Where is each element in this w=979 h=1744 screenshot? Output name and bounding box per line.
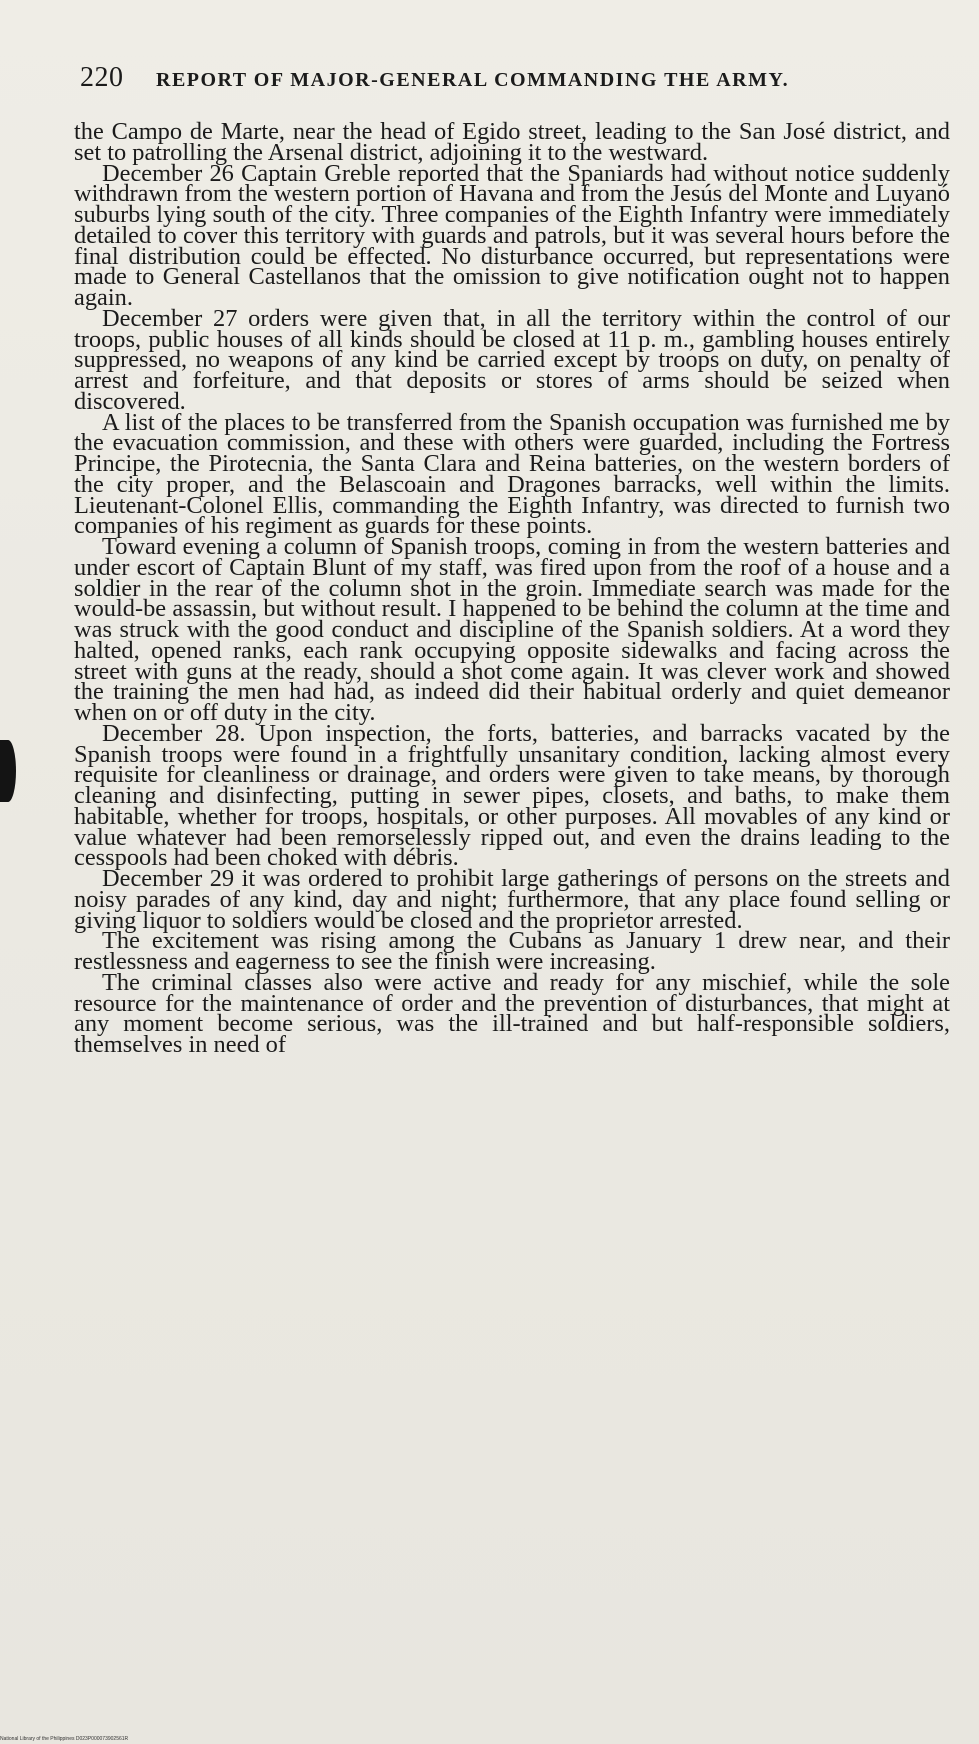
paragraph: December 27 orders were given that, in all the territory within the control of our troops, public houses of all kinds should be closed at 11 p. m., gambling houses entirely suppressed, no weapons of any kind be carried except by troops on duty, on penalty of arrest and forfeiture, and that deposits or stores of arms should be seized when discovered.: [74, 304, 950, 415]
paragraph: the Campo de Marte, near the head of Egido street, leading to the San José district, and set to patrolling the Arsenal district, adjoining it to the westward.: [74, 118, 950, 166]
paragraph: December 29 it was ordered to prohibit large gatherings of persons on the streets and noisy parades of any kind, day and night; furthermore, that any place found selling or giving liquor to soldiers would be closed and the proprietor arrested.: [74, 865, 950, 934]
library-credit: National Library of the Philippines D023P000073902561R: [0, 1736, 129, 1742]
paragraph: December 28. Upon inspection, the forts, batteries, and barracks vacated by the Spanish troops were found in a frightfully unsanitary condition, lacking almost every requisite for cleanliness or drainage, and orders were given to take means, by thorough cleaning and disinfecting, putting in sewer pipes, closets, and baths, to make them habitable, whether for troops, hospitals, or other purposes. All movables of any kind or value whatever had been remorselessly ripped out, and even the drains leading to the cesspools had been choked with débris.: [74, 719, 950, 872]
paragraph: December 26 Captain Greble reported that the Spaniards had without notice suddenly withdrawn from the western portion of Havana and from the Jesús del Monte and Luyanó suburbs lying south of the city. Three companies of the Eighth Infantry were immediately detailed to cover this territory with guards and patrols, but it was several hours before the final distribution could be effected. No disturbance occurred, but representations were made to General Castellanos that the omission to give notification ought not to happen again.: [74, 159, 950, 311]
binding-shadow: [0, 740, 16, 802]
paragraph: The criminal classes also were active and ready for any mischief, while the sole resource for the maintenance of order and the prevention of disturbances, that might at any moment become serious, was the ill-trained and but half-responsible soldiers, themselves in need of: [74, 968, 950, 1058]
page-number: 220: [80, 62, 124, 93]
page-header: [80, 62, 900, 94]
paragraph: Toward evening a column of Spanish troops, coming in from the western batteries and under escort of Captain Blunt of my staff, was fired upon from the roof of a house and a soldier in the rear of the column shot in the groin. Immediate search was made for the would-be assassin, but without result. I happened to be behind the column at the time and was struck with the good conduct and discipline of the Spanish soldiers. At a word they halted, opened ranks, each rank occupying opposite sidewalks and facing across the street with guns at the ready, should a shot come again. It was clever work and showed the training the men had had, as indeed did their habitual orderly and quiet demeanor when on or off duty in the city.: [74, 533, 950, 726]
running-title: REPORT OF MAJOR-GENERAL COMMANDING THE ARMY.: [156, 69, 790, 91]
body-text: [74, 118, 950, 1058]
paragraph: A list of the places to be transferred from the Spanish occupation was furnished me by the evacuation commission, and these with others were guarded, including the Fortress Principe, the Pirotecnia, the Santa Clara and Reina batteries, on the western borders of the city proper, and the Belascoain and Dragones barracks, well within the limits. Lieutenant-Colonel Ellis, commanding the Eighth Infantry, was directed to furnish two companies of his regiment as guards for these points.: [74, 408, 950, 540]
paragraph: The excitement was rising among the Cubans as January 1 drew near, and their restlessness and eagerness to see the finish were increasing.: [74, 927, 950, 975]
